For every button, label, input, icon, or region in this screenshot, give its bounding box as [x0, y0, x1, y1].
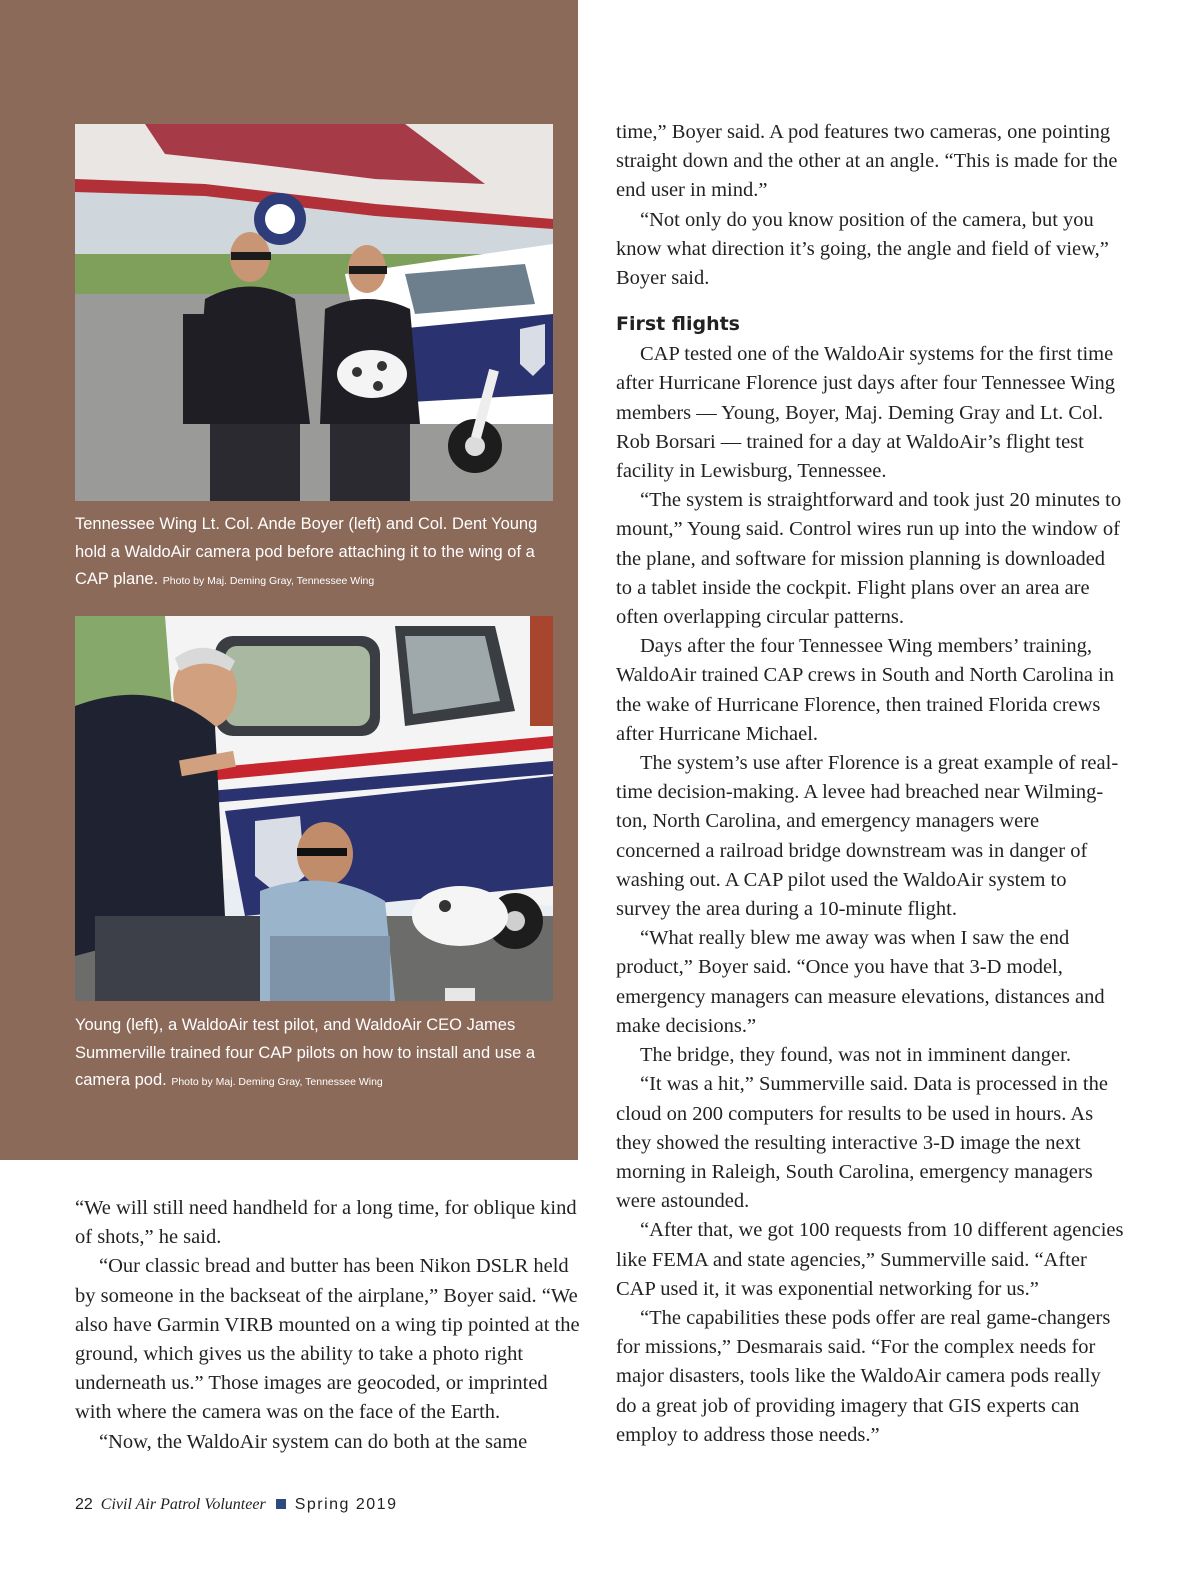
- photo-installing-camera-pod: [75, 616, 553, 1001]
- body-paragraph: “It was a hit,” Summerville said. Data is processed in the cloud on 200 computers for results to be used in hours. As they showed the resulting interactive 3-D image the next morning in Raleigh, South Carolina, emergency managers were astounded.: [616, 1073, 1108, 1213]
- section-heading: First flights: [616, 313, 740, 336]
- square-bullet-icon: [276, 1499, 286, 1509]
- issue-date: Spring 2019: [294, 1496, 398, 1513]
- body-paragraph: “Now, the WaldoAir system can do both at the same: [99, 1430, 528, 1453]
- photo-credit: Photo by Maj. Deming Gray, Tennessee Wing: [162, 575, 375, 587]
- photo-pilots-with-camera-pod: [75, 124, 553, 501]
- magazine-title: Civil Air Patrol Volunteer: [100, 1496, 266, 1513]
- body-paragraph: “The capabilities these pods offer are real game-changers for missions,” Desmarais said. “For the complex needs for major disasters, tools like the WaldoAir camera pods really do a great job of providing imagery that GIS experts can employ to address those needs.”: [616, 1306, 1111, 1446]
- body-paragraph: “We will still need handheld for a long time, for oblique kind of shots,” he said.: [75, 1197, 577, 1249]
- sidebar-photo-panel: [0, 0, 578, 1160]
- article-column-left: [75, 1194, 580, 1457]
- body-paragraph: “The system is straightforward and took just 20 minutes to mount,” Young said. Control wires run up into the window of the plane, and software for mission planning is downloaded to a tablet inside the cockpit. Flight plans over an area are often overlapping circular patterns.: [616, 489, 1122, 629]
- caption-text: Tennessee Wing Lt. Col. Ande Boyer (left) and Col. Dent Young hold a WaldoAir camera pod before attaching it to the wing of a CAP plane.: [75, 515, 538, 588]
- body-paragraph: The system’s use after Florence is a great example of realtime decision-making. A levee had breached near Wilmington, North Carolina, and emergency managers were concerned a railroad bridge downstream was in danger of washing out. A CAP pilot used the WaldoAir system to survey the area during a 10-minute flight.: [616, 752, 1119, 921]
- photo-credit: Photo by Maj. Deming Gray, Tennessee Wing: [171, 1076, 383, 1088]
- body-paragraph: time,” Boyer said. A pod features two cameras, one pointing straight down and the other at an angle. “This is made for the end user in mind.”: [616, 121, 1118, 202]
- photo-installation-image: [75, 616, 553, 1001]
- caption-text: Young (left), a WaldoAir test pilot, and WaldoAir CEO James Summerville trained four CAP pilots on how to install and use a camera pod.: [75, 1016, 536, 1089]
- photo-pilots-image: [75, 124, 553, 501]
- body-paragraph: CAP tested one of the WaldoAir systems for the first time after Hurricane Florence just days after four Tennessee Wing members — Young, Boyer, Maj. Deming Gray and Lt. Col. Rob Borsari — trained for a day at WaldoAir’s flight test facility in Lewisburg, Tennessee.: [616, 343, 1116, 483]
- body-paragraph: “Our classic bread and butter has been Nikon DSLR held by someone in the backseat of the airplane,” Boyer said. “We also have Garmin VIRB mounted on a wing tip pointed at the ground, which gives us the ability to take a photo right underneath us.” Those images are geocoded, or imprinted with where the camera was on the face of the Earth.: [75, 1255, 580, 1424]
- body-paragraph: “What really blew me away was when I saw the end product,” Boyer said. “Once you have that 3-D model, emergency managers can measure elevations, distances and make decisions.”: [616, 927, 1105, 1037]
- page-footer: [75, 1496, 397, 1520]
- photo-caption: [75, 511, 553, 596]
- photo-caption: [75, 1012, 553, 1097]
- article-column-right: [616, 118, 1126, 1450]
- body-paragraph: “Not only do you know position of the camera, but you know what direction it’s going, the angle and field of view,” Boyer said.: [616, 208, 1109, 290]
- body-paragraph: “After that, we got 100 requests from 10 different agencies like FEMA and state agencies,” Summerville said. “After CAP used it, it was exponential networking for us.”: [616, 1219, 1124, 1300]
- body-paragraph: Days after the four Tennessee Wing members’ training, WaldoAir trained CAP crews in South and North Carolina in the wake of Hurricane Florence, then trained Florida crews after Hurricane Michael.: [616, 635, 1115, 745]
- body-paragraph: The bridge, they found, was not in imminent danger.: [640, 1044, 1071, 1067]
- page-number: 22: [75, 1496, 93, 1513]
